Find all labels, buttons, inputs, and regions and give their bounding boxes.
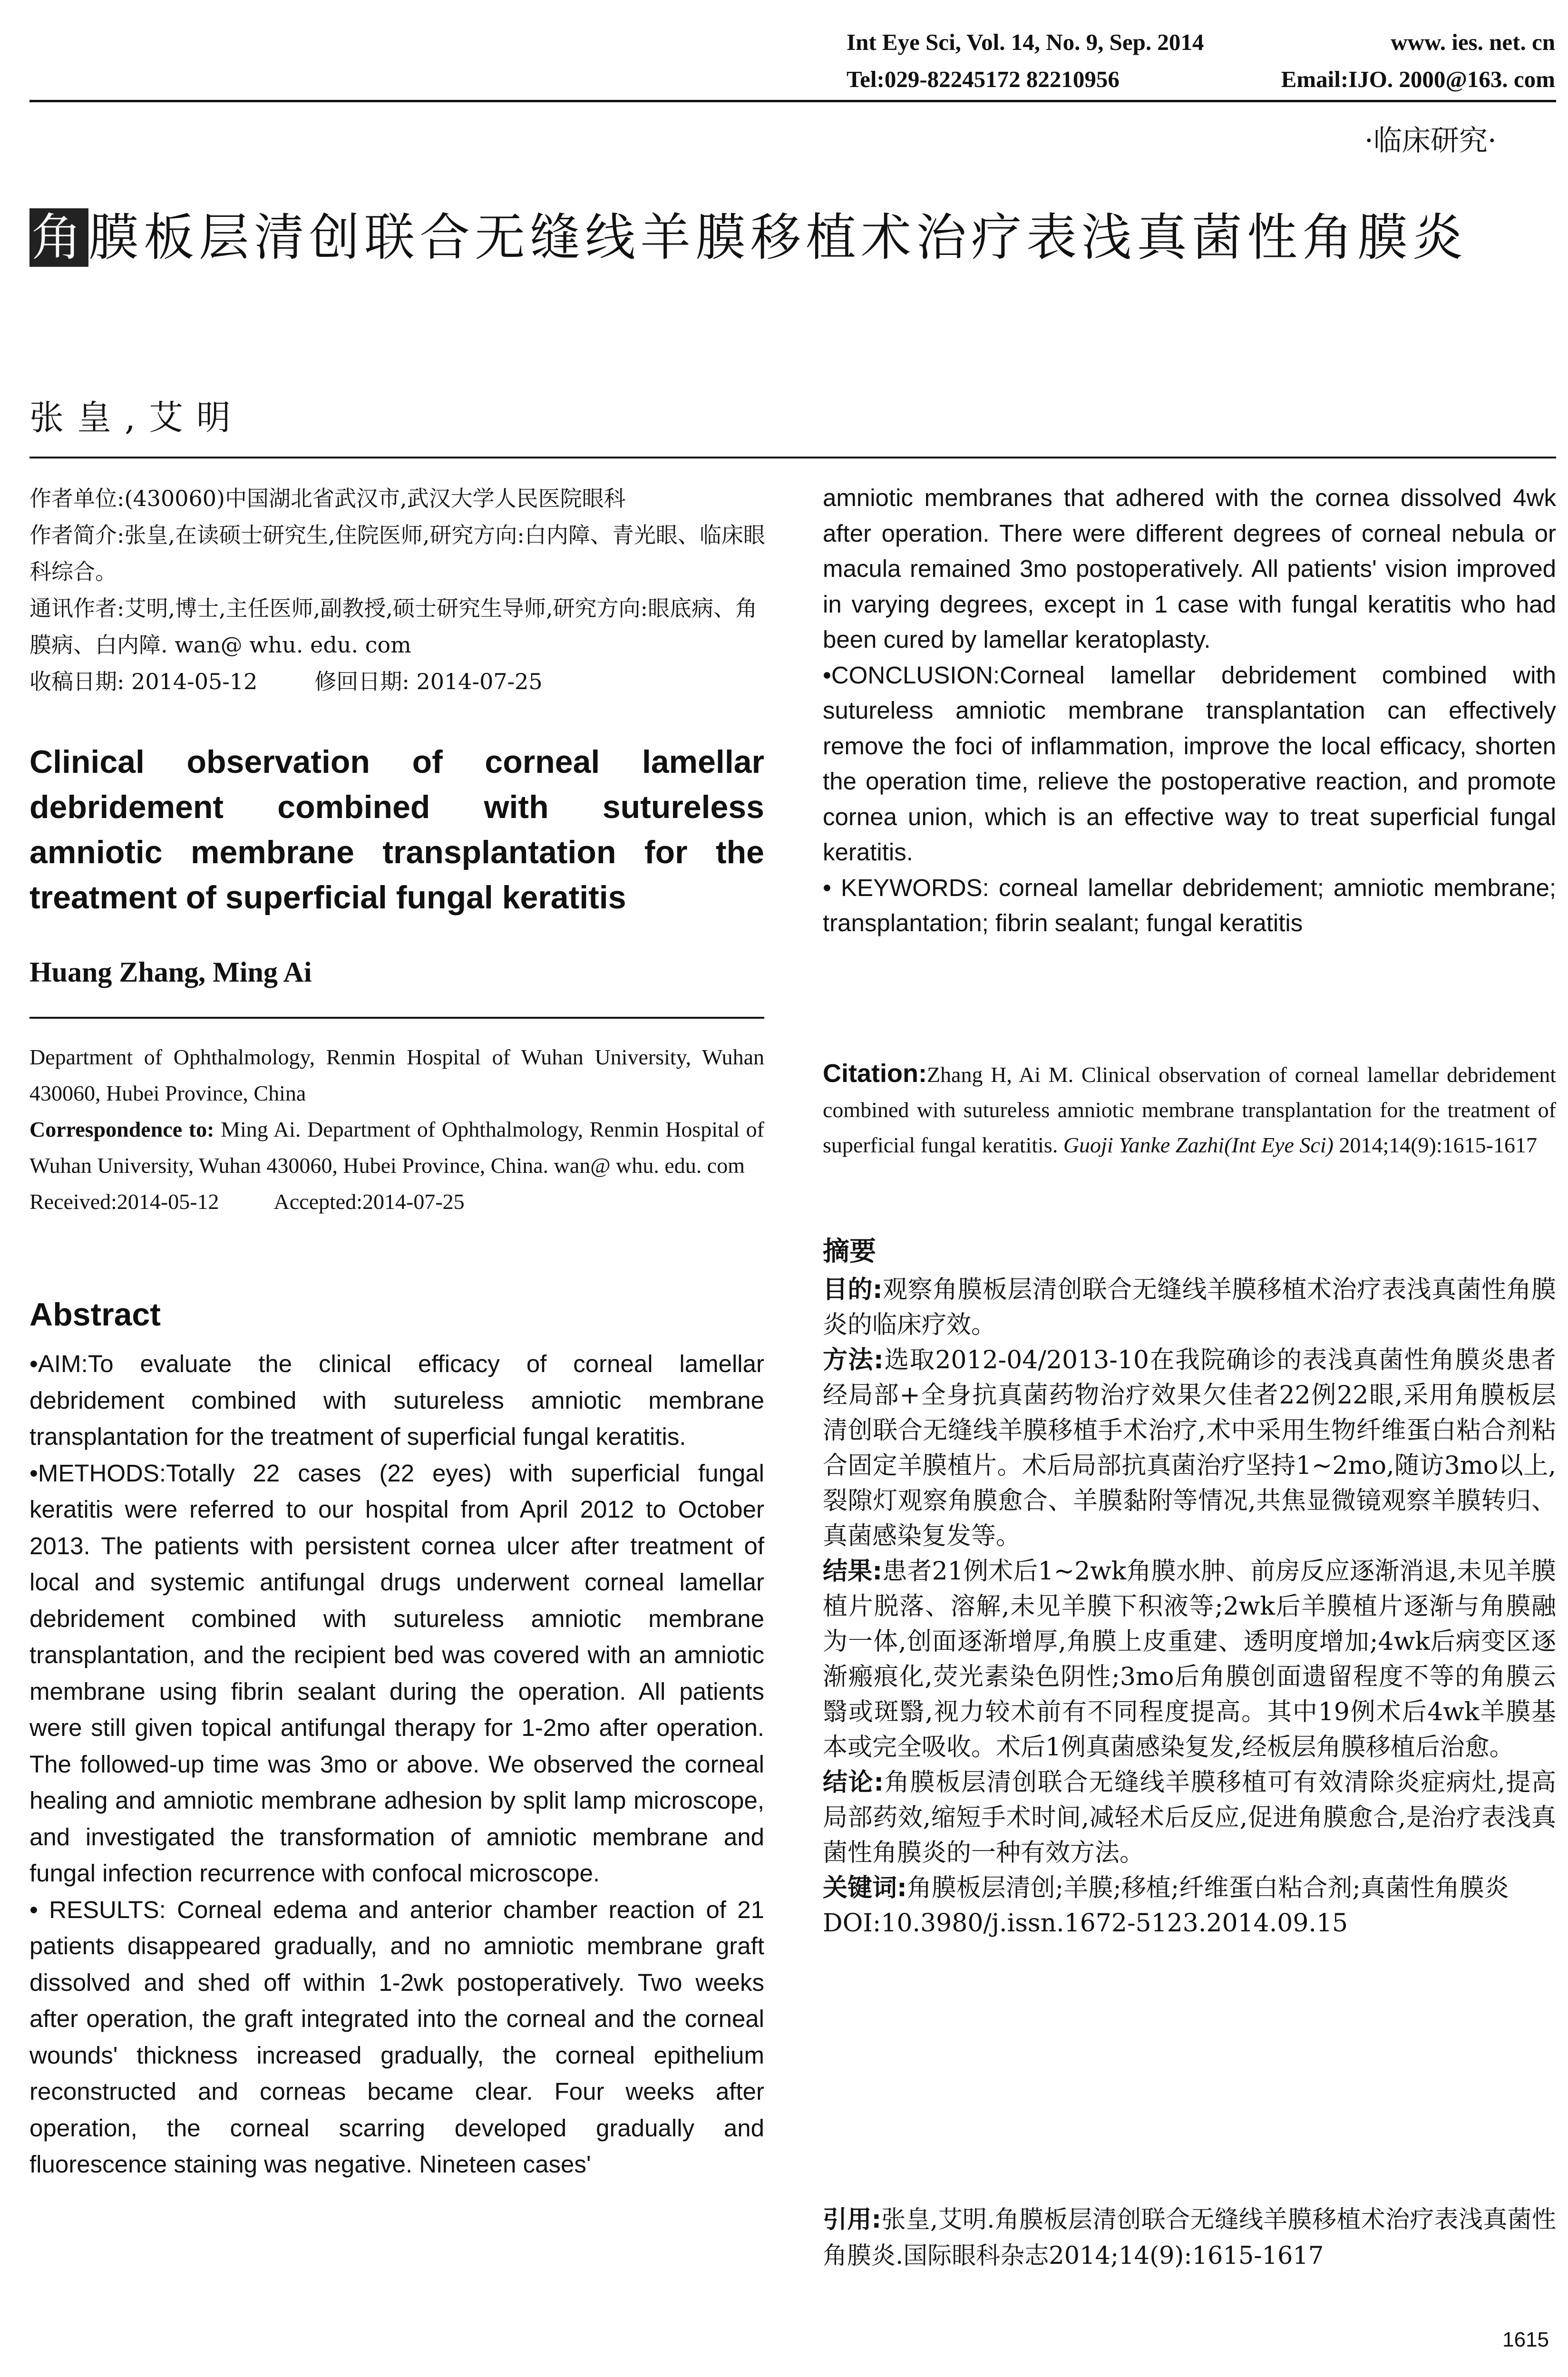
title-en-line: treatment of superficial fungal keratitis [29, 879, 626, 916]
title-en-line: amniotic membrane transplantation for the [29, 834, 764, 870]
methods-cn-text: 选取2012-04/2013-10在我院确诊的表浅真菌性角膜炎患者经局部+全身抗真菌药物治疗效果欠佳者22例22眼,采用角膜板层清创联合无缝线羊膜移植手术治疗,术中采用生物纤维蛋白粘合剂粘合固定羊膜植片。术后局部抗真菌治疗坚持1~2mo,随访3mo以上,裂隙灯观察角膜愈合、羊膜黏附等情况,共焦显微镜观察羊膜转归、真菌感染复发等。 [823, 1346, 1557, 1550]
authors-rule [29, 1017, 764, 1019]
aim-label: •AIM: [29, 1350, 88, 1377]
affiliation-en [29, 1039, 764, 1220]
doi[interactable]: DOI:10.3980/j.issn.1672-5123.2014.09.15 [823, 1909, 1348, 1938]
methods-cn-label: 方法: [823, 1346, 884, 1374]
methods-label: •METHODS: [29, 1459, 166, 1487]
abstract-keywords [823, 870, 1556, 941]
received-date-en: Received:2014-05-12 [29, 1189, 219, 1214]
journal-citation-line: Int Eye Sci, Vol. 14, No. 9, Sep. 2014 [847, 29, 1204, 55]
conclusion-cn-label: 结论: [823, 1768, 884, 1797]
journal-header [847, 24, 1555, 98]
header-rule [29, 100, 1556, 102]
abstract-conclusion [823, 658, 1556, 870]
title-en [29, 740, 764, 920]
abstract-aim [29, 1346, 764, 1455]
keywords-label: • KEYWORDS: [823, 874, 989, 901]
methods-text: Totally 22 cases (22 eyes) with superficial fungal keratitis were referred to our hospital from April 2012 to October 2013. The patients with persistent cornea ulcer after treatment of local and systemic antifungal drugs underwent corneal lamellar debridement combined with sutureless amniotic membrane transplantation, and the recipient bed was covered with an amniotic membrane using fibrin sealant during the operation. All patients were still given topical antifungal therapy for 1-2mo after operation. The followed-up time was 3mo or above. We observed the corneal healing and amniotic membrane adhesion by split lamp microscope, and investigated the transformation of amniotic membrane and fungal infection recurrence with confocal microscope. [29, 1459, 764, 1887]
journal-website: www. ies. net. cn [1391, 29, 1555, 55]
department-en: Department of Ophthalmology, Renmin Hospital of Wuhan University, Wuhan 430060, Hubei Province, China [29, 1045, 764, 1105]
title-en-line: debridement combined with sutureless [29, 789, 764, 825]
abstract-cn-aim [823, 1272, 1556, 1343]
journal-email: Email:IJO. 2000@163. com [1281, 66, 1555, 92]
aim-text: To evaluate the clinical efficacy of corneal lamellar debridement combined with sutureless amniotic membrane transplantation for the treatment of superficial fungal keratitis. [29, 1350, 764, 1450]
abstract-cn-methods [823, 1343, 1556, 1554]
author-bio: 作者简介:张皇,在读硕士研究生,住院医师,研究方向:白内障、青光眼、临床眼科综合。 [29, 522, 765, 585]
abstract-cn-results [823, 1554, 1556, 1765]
authors-en: Huang Zhang, Ming Ai [29, 956, 312, 988]
abstract-cn [823, 1234, 1556, 1941]
accepted-date-en: Accepted:2014-07-25 [273, 1189, 465, 1214]
title-cn [29, 200, 1556, 276]
title-rule [29, 457, 1556, 458]
citation-cn [823, 2202, 1556, 2274]
results-label: • RESULTS: [29, 1896, 166, 1923]
abstract-en-continued [823, 480, 1556, 941]
results-continued: amniotic membranes that adhered with the cornea dissolved 4wk after operation. There were different degrees of corneal nebula or macula remained 3mo postoperatively. All patients' vision improved in varying degrees, except in 1 case with fungal keratitis who had been cured by lamellar keratoplasty. [823, 484, 1556, 653]
citation-label: Citation: [823, 1059, 927, 1088]
correspondence-text: Ming Ai. Department of Ophthalmology, Renmin Hospital of Wuhan University, Wuhan 430060, Hubei Province, China. wan@ whu. edu. com [29, 1117, 765, 1178]
correspondence-label: Correspondence to: [29, 1117, 214, 1141]
abstract-results [29, 1892, 764, 2183]
keywords-text: corneal lamellar debridement; amniotic membrane; transplantation; fibrin sealant; fungal keratitis [823, 874, 1557, 936]
citation-tail: 2014;14(9):1615-1617 [1333, 1133, 1537, 1157]
author-unit: 作者单位:(430060)中国湖北省武汉市,武汉大学人民医院眼科 [29, 486, 626, 511]
citation-journal: Guoji Yanke Zazhi(Int Eye Sci) [1063, 1133, 1334, 1157]
abstract-heading: Abstract [29, 1296, 161, 1333]
dates-en [29, 1184, 764, 1220]
author-metadata-cn [29, 480, 771, 700]
aim-cn-label: 目的: [823, 1276, 883, 1304]
revised-date-cn: 修回日期: 2014-07-25 [314, 669, 543, 694]
abstract-cn-conclusion [823, 1765, 1556, 1870]
journal-tel: Tel:029-82245172 82210956 [847, 66, 1120, 92]
abstract-cn-keywords [823, 1870, 1556, 1906]
citation-cn-label: 引用: [823, 2206, 882, 2234]
keywords-cn-text: 角膜板层清创;羊膜;移植;纤维蛋白粘合剂;真菌性角膜炎 [906, 1874, 1509, 1902]
abstract-cn-heading: 摘要 [823, 1236, 876, 1267]
authors-cn: 张皇,艾明 [29, 398, 244, 438]
results-cn-label: 结果: [823, 1557, 883, 1586]
title-en-line: Clinical observation of corneal lamellar [29, 744, 764, 780]
title-cn-rest: 膜板层清创联合无缝线羊膜移植术治疗表浅真菌性角膜炎 [88, 208, 1468, 267]
dates-cn [29, 663, 771, 700]
abstract-methods [29, 1455, 764, 1892]
abstract-en [29, 1346, 764, 2183]
citation-cn-text: 张皇,艾明.角膜板层清创联合无缝线羊膜移植术治疗表浅真菌性角膜炎.国际眼科杂志2014;14(9):1615-1617 [823, 2206, 1556, 2270]
page-number: 1615 [1502, 2328, 1549, 2351]
citation-en [823, 1056, 1556, 1163]
conclusion-label: •CONCLUSION: [823, 661, 1000, 689]
title-first-char: 角 [29, 208, 88, 267]
results-text: Corneal edema and anterior chamber reaction of 21 patients disappeared gradually, and no amniotic membrane graft dissolved and shed off within 1-2wk postoperatively. Two weeks after operation, the graft integrated into the corneal and the corneal wounds' thickness increased gradually, the corneal epithelium reconstructed and corneas became clear. Four weeks after operation, the corneal scarring developed gradually and fluorescence staining was negative. Nineteen cases' [29, 1896, 765, 2178]
correspondence-en [29, 1111, 764, 1184]
section-tag: ·临床研究· [1364, 124, 1497, 157]
corresponding-author: 通讯作者:艾明,博士,主任医师,副教授,硕士研究生导师,研究方向:眼底病、角膜病、白内障. wan@ whu. edu. com [29, 595, 758, 658]
results-cn-text: 患者21例术后1~2wk角膜水肿、前房反应逐渐消退,未见羊膜植片脱落、溶解,未见羊膜下积液等;2wk后羊膜植片逐渐与角膜融为一体,创面逐渐增厚,角膜上皮重建、透明度增加;4wk后病变区逐渐瘢痕化,荧光素染色阴性;3mo后角膜创面遗留程度不等的角膜云翳或斑翳,视力较术前有不同程度提高。其中19例术后4wk羊膜基本或完全吸收。术后1例真菌感染复发,经板层角膜移植后治愈。 [823, 1557, 1556, 1762]
received-date-cn: 收稿日期: 2014-05-12 [29, 669, 258, 694]
keywords-cn-label: 关键词: [823, 1874, 907, 1902]
conclusion-text: Corneal lamellar debridement combined with sutureless amniotic membrane transplantation can effectively remove the foci of inflammation, improve the local efficacy, shorten the operation time, relieve the postoperative reaction, and promote cornea union, which is an effective way to treat superficial fungal keratitis. [823, 661, 1556, 866]
citation-text: Zhang H, Ai M. Clinical observation of corneal lamellar debridement combined with sutureless amniotic membrane transplantation for the treatment of superficial fungal keratitis. [823, 1062, 1556, 1157]
aim-cn-text: 观察角膜板层清创联合无缝线羊膜移植术治疗表浅真菌性角膜炎的临床疗效。 [823, 1276, 1556, 1339]
conclusion-cn-text: 角膜板层清创联合无缝线羊膜移植可有效清除炎症病灶,提高局部药效,缩短手术时间,减轻术后反应,促进角膜愈合,是治疗表浅真菌性角膜炎的一种有效方法。 [823, 1768, 1557, 1867]
